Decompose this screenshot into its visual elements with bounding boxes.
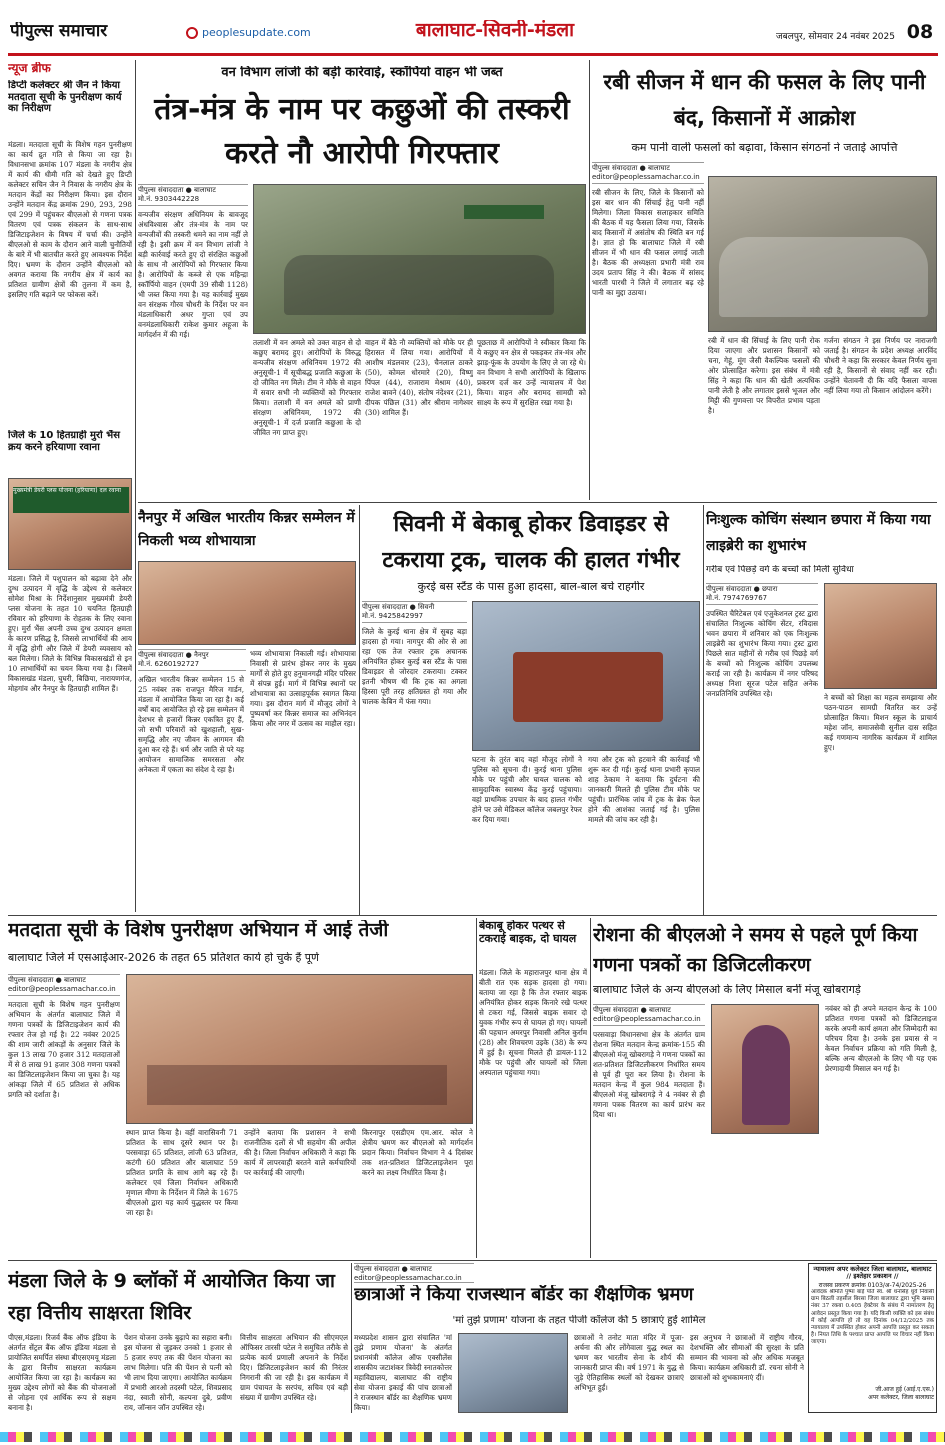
section-rule [8, 915, 937, 916]
rabi-deck: कम पानी वाली फसलों को बढ़ावा, किसान संगठनों ने जताई आपत्ति [631, 142, 898, 154]
notice-subtitle: // इश्तेहार प्रकाशन // [846, 1272, 899, 1281]
masthead-rule [8, 53, 938, 56]
coaching-deck: गरीब एवं पिछड़े वर्ग के बच्चों को मिली सुविधा [706, 565, 854, 575]
rajasthan-col-2: छात्राओं ने तनोट माता मंदिर में पूजा-अर्चना की और लोंगेवाला युद्ध स्थल का भ्रमण कर भारतीय सेना के शौर्य की जानकारी प्राप्त की। वर्ष 1971 के युद्ध से जुड़े ऐतिहासिक स्थलों को देखकर छात्राएं अभिभूत हुईं। [574, 1333, 684, 1392]
blo-portrait [742, 1025, 790, 1125]
kinnar-byline [138, 649, 246, 671]
roshna-email: editor@peoplessamachar.co.in [593, 1015, 701, 1023]
section-rule [138, 502, 937, 503]
rabi-story [592, 60, 937, 500]
roshna-col-2: नवंबर को ही अपने मतदान केन्द्र के 100 प्रतिशत गणना पत्रकों को डिजिटलाइज करके अपनी कार्य क्षमता और जिम्मेदारी का परिचय दिया है। उनके इस प्रयास से न केवल निर्वाचन प्रक्रिया को गति मिली है, बल्कि अन्य बीएलओ के लिए भी यह एक प्रेरणादायी मिसाल बन गई है। [825, 1004, 937, 1073]
mandla-fin-headline: मंडला जिले के 9 ब्लॉकों में आयोजित किया जा रहा वित्तीय साक्षरता शिविर [8, 1270, 335, 1324]
voter-col-1: मतदाता सूची के विशेष गहन पुनरीक्षण अभियान के अंतर्गत बालाघाट जिले में गणना पत्रकों के डिजिटाइजेशन कार्य की रफ्तार तेज हो गई है। 22 नवंबर 2025 की शाम जारी आंकड़ों के अनुसार जिले के कुल 13 लाख 70 हजार 312 मतदाताओं में से 8 लाख 91 हजार 308 गणना पत्रकों का डिजिटलाइजेशन किया जा चुका है। यह आंकड़ा जिले में 65 प्रतिशत से अधिक प्रगति को दर्शाता है। [8, 1000, 120, 1099]
public-notice [808, 1263, 937, 1413]
seoni-photo [472, 601, 700, 751]
kinnar-headline: नैनपुर में अखिल भारतीय किन्नर सम्मेलन में निकली भव्य शोभायात्रा [138, 510, 355, 549]
bike-story [479, 918, 587, 1258]
registration-bar [0, 1432, 945, 1442]
column-rule [590, 918, 591, 1258]
voter-col-4: किरनापुर एसडीएम एम.आर. कोल ने क्षेत्रीय भ्रमण कर बीएलओ को मार्गदर्शन प्रदान किया। निर्वाचन विभाग ने 4 दिसंबर तक शत-प्रतिशत डिजिटलाइजेशन पूरा करने का लक्ष्य निर्धारित किया है। [362, 1128, 473, 1177]
brief-body-1: मंडला। मतदाता सूची के विशेष गहन पुनरीक्षण का कार्य द्रुत गति से किया जा रहा है। विधानसभा क्रमांक 107 मंडला के नगरीय क्षेत्र में कार्य की धीमी गति को देखते हुए डिप्टी कलेक्टर सचिन जैन ने निवास के नगरीय क्षेत्र के मतदान केंद्रों का निरीक्षण किया। इस दौरान उन्होंने मतदान केंद्र क्रमांक 290, 293, 298 एवं 299 में पहुंचकर बीएलओ से गणना पत्रक वितरण एवं पत्रक संकलन के साथ-साथ डिजिटाइजेशन के विषय में चर्चा की। उन्होंने बीएलओ से काम के दौरान आने वाली चुनौतियों के बारे में भी बातचीत करते हुए आवश्यक निर्देश दिए। भ्रमण के दौरान उन्होंने बीएलओ को अवगत कराया कि नगरीय क्षेत्र में कार्य का प्रतिशत ग्रामीण क्षेत्रों की तुलना में कम है, इसलिए गति बढ़ाने पर फोकस करें। [8, 140, 132, 299]
coaching-byline-text: पीपुल्स संवाददाता ● छपारा [706, 585, 778, 593]
brief-headline-2: जिले के 10 हितग्राही मुर्रा भैंस क्रय करने हरियाणा रवाना [8, 430, 120, 453]
notice-title: न्यायालय अपर कलेक्टर जिला बालाघाट, बालाघाट [813, 1265, 932, 1273]
lead-headline: तंत्र-मंत्र के नाम पर कछुओं की तस्करी करते नौ आरोपी गिरफ्तार [154, 92, 570, 171]
section-rule [8, 1260, 937, 1261]
lead-byline-text: पीपुल्स संवाददाता ● बालाघाट [138, 186, 216, 194]
coaching-col-2: ने बच्चों को शिक्षा का महत्व समझाया और पठन-पाठन सामग्री वितरित कर उन्हें प्रोत्साहित किया। मिशन स्कूल के प्राचार्य महेश जॉन, समाजसेवी सुनील दास सहित कई गणमान्य नागरिक कार्यक्रम में शामिल हुए। [824, 693, 937, 752]
brief-body-2: मंडला। जिले में पशुपालन को बढ़ावा देने और दुग्ध उत्पादन में वृद्धि के उद्देश्य से कलेक्टर सोमेश मिश्रा के निर्देशानुसार मुख्यमंत्री डेयरी प्लस योजना के तहत 10 चयनित हितग्राही रविवार को हरियाणा के रोहतक के लिए रवाना हुए। मुर्रा भैंस अपनी उच्च दुग्ध उत्पादन क्षमता के कारण प्रसिद्ध है, जिससे लाभार्थियों की आय में वृद्धि होगी और जिले में डेयरी व्यवसाय को बल मिलेगा। जिले के विभिन्न विकासखंडों से इन 10 लाभार्थियों का चयन किया गया है। जिसमें विकासखंड मंडला, घुघरी, बिछिया, नारायणगंज, मोहगांव और नैनपुर के हितग्राही शामिल हैं। [8, 574, 132, 693]
rajasthan-byline [354, 1263, 474, 1283]
seoni-col-2: घटना के तुरंत बाद वहां मौजूद लोगों ने पुलिस को सूचना दी। कुरई थाना पुलिस मौके पर पहुंची और घायल चालक को सामुदायिक स्वास्थ्य केंद्र कुरई पहुंचाया। वहां प्राथमिक उपचार के बाद हालत गंभीर होने पर उसे मेडिकल कॉलेज जबलपुर रेफर कर दिया गया। [472, 755, 582, 824]
kinnar-col-2: भव्य शोभायात्रा निकाली गई। शोभायात्रा निवासी से प्रारंभ होकर नगर के मुख्य मार्गों से होते हुए हनुमानगढ़ी मंदिर परिसर में संपन्न हुई। मार्ग में विभिन्न स्थानों पर शोभायात्रा का उत्साहपूर्वक स्वागत किया गया। इस दौरान मार्ग में मौजूद लोगों ने पुष्पवर्षा कर किन्नर समाज का अभिनंदन किया और नगर में उत्सव का माहौल रहा। [250, 649, 356, 728]
mandla-fin-story [8, 1263, 348, 1413]
edition-title: बालाघाट-सिवनी-मंडला [415, 20, 575, 41]
coaching-story [706, 505, 937, 915]
column-rule [476, 918, 477, 1258]
coaching-col-1: उपस्थित चैरिटेबल एवं एजुकेशनल ट्रस्ट द्वारा संचालित निःशुल्क कोचिंग सेंटर, रविदास भवन छपारा में शनिवार को एक निःशुल्क लाइब्रेरी का शुभारंभ किया गया। ट्रस्ट द्वारा पिछले सात महीनों से गरीब एवं पिछड़े वर्ग के बच्चों को निःशुल्क कोचिंग उपलब्ध कराई जा रही है। कार्यक्रम में नगर परिषद अध्यक्ष निशा सूरज पटेल सहित अनेक जनप्रतिनिधि उपस्थित रहे। [706, 609, 818, 698]
column-rule [703, 505, 704, 915]
brief-photo-caption: मुख्यमंत्री डेयरी प्लस योजना (हरियाणा) दल रवाना [13, 487, 129, 513]
coaching-photo [824, 583, 937, 689]
roshna-photo [711, 1004, 819, 1134]
voter-story [8, 918, 473, 1258]
coaching-byline [706, 583, 818, 605]
lead-col-1: वन्यजीव संरक्षण अधिनियम के बावजूद अंधविश्वास और तंत्र-मंत्र के नाम पर वन्यजीवों की तस्करी थमने का नाम नहीं ले रही है। इसी क्रम में वन विभाग लांजी ने बड़ी कार्रवाई करते हुए दो संरक्षित कछुओं के साथ नौ आरोपियों को गिरफ्तार किया है। आरोपियों के कब्जे से एक महिन्द्रा स्कॉर्पियो वाहन (एमपी 39 सीबी 1128) भी जब्त किया गया है। यह कार्रवाई मुख्य वन संरक्षक गौरव चौधरी के निर्देश पर वन मंडलाधिकारी अधर गुप्ता एवं उप वनमंडलाधिकारी राकेश कुमार अहूजा के मार्गदर्शन में की गई। [138, 210, 248, 339]
brand-logo: पीपुल्स समाचार [10, 22, 108, 41]
rajasthan-headline: छात्राओं ने किया राजस्थान बॉर्डर का शैक्षणिक भ्रमण [354, 1285, 694, 1305]
lead-col-3: वाहन में बैठे नौ व्यक्तियों को मौके पर ही हिरासत में लिया गया। आरोपियों में आशीष मंडलवार (23), चैनलाल ठाकरे (50), कोमल धोरमारे (20), विष्णु पिंपल (44), राजाराम मेश्राम (40), राजेश बावने (40), संतोष नंदेश्वर (21), दीपक पंछिल (31) और श्रीराम नागेश्वर (30) शामिल हैं। [365, 338, 473, 417]
column-rule [589, 60, 590, 500]
officials-table [147, 1065, 447, 1105]
brief-headline-1: डिप्टी कलेक्टर श्री जैन ने किया मतदाता सूची के पुनरीक्षण कार्य का निरीक्षण [8, 80, 122, 114]
rabi-col-2: रबी में धान की सिंचाई के लिए पानी रोक दिया जाएगा और प्रशासन किसानों को चना, गेहूं, मूंग जैसी वैकल्पिक फसलों की ओर प्रोत्साहित करेगा। इस संबंध में मंत्री सिंह ने कहा कि धान की खेती अत्यधिक पानी लेती है और लगातार इससे भूजल और मिट्टी की गुणवत्ता पर विपरीत प्रभाव पड़ता है। [708, 336, 820, 415]
seoni-headline: सिवनी में बेकाबू होकर डिवाइडर से टकराया ट्रक, चालक की हालत गंभीर [382, 512, 680, 573]
kinnar-col-1: अखिल भारतीय किन्नर सम्मेलन 15 से 25 नवंबर तक राजपूत मैरिज गार्डन, मंडला में आयोजित किया जा रहा है। कई वर्षों बाद आयोजित हो रहे इस सम्मेलन में देशभर से हजारों किन्नर एकत्रित हुए हैं, जो सभी परिवारों को खुशहाली, सुख-समृद्धि और नए जीवन के आगमन की दुआ कर रहे हैं। धर्म और जाति से परे यह आयोजन सामाजिक समरसता और अनेकता में एकता का संदेश दे रहा है। [138, 675, 244, 774]
column-rule [135, 60, 136, 912]
roshna-col-1: परसवाड़ा विधानसभा क्षेत्र के अंतर्गत ग्राम रोशना स्थित मतदान केन्द्र क्रमांक-155 की बीएलओ मंजू खोबरागड़े ने गणना पत्रकों का शत-प्रतिशत डिजिटलीकरण निर्धारित समय से पूर्व ही पूरा कर लिया है। रोशना के मतदान केन्द्र में कुल 984 मतदाता हैं। बीएलओ मंजू खोबरागड़े ने 4 नवंबर से ही गणना पत्रक वितरण का कार्य प्रारंभ कर दिया था। [593, 1030, 705, 1119]
column-rule [351, 1263, 352, 1413]
brief-column [8, 60, 132, 912]
bike-body: मंडला। जिले के महाराजपुर थाना क्षेत्र में बीती रात एक सड़क हादसा हो गया। बताया जा रहा है कि तेज रफ्तार बाइक अनियंत्रित होकर सड़क किनारे रखे पत्थर से टकरा गई, जिससे बाइक सवार दो युवक गंभीर रूप से घायल हो गए। घायलों की पहचान अमरपुर निवासी अनिल कुर्राम (28) और शिवचरण उइके (38) के रूप में हुई है। सूचना मिलते ही डायल-112 मौके पर पहुंची और घायलों को जिला अस्पताल पहुंचाया गया। [479, 968, 587, 1077]
rabi-headline: रबी सीजन में धान की फसल के लिए पानी बंद, किसानों में आक्रोश [603, 70, 926, 130]
lead-story [138, 60, 586, 500]
mandla-fin-col-3: वित्तीय साक्षरता अभियान की सीएमएल ऑफिसर तारसी पटेल ने समुचित तरीके से प्रत्येक कार्य प्रणाली अपनाने के निर्देश दिए। डिजिटलाइजेशन कार्य की निरंतर निगरानी की जा रही है। इस कार्यक्रम में ग्राम पंचायत के सरपंच, सचिव एवं बड़ी संख्या में ग्रामीण उपस्थित रहे। [240, 1333, 348, 1402]
rajasthan-email: editor@peoplessamachar.co.in [354, 1274, 462, 1282]
lead-col-2: तलाशी में वन अमले को उक्त वाहन से दो कछुए बरामद हुए। आरोपियों के विरुद्ध वन्यजीव संरक्षण अधिनियम 1972 की अनुसूची-1 में सूचीबद्ध प्रजाति कछुआ के दो जीवित नग मिले। टीम ने मौके से वाहन में सवार सभी नौ व्यक्तियों को गिरफ्तार किया। तलाशी में वन अमले को प्राणी संरक्षण अधिनियम, 1972 की अनुसूची-1 में दर्ज प्रजाति कछुआ के दो जीवित नग प्राप्त हुए। [253, 338, 361, 437]
forest-office-sign [464, 205, 544, 219]
globe-icon [186, 27, 198, 39]
lead-byline [138, 184, 248, 206]
rabi-email: editor@peoplessamachar.co.in [592, 173, 700, 181]
brief-photo [8, 478, 132, 570]
rajasthan-photo [458, 1333, 568, 1413]
voter-byline-text: पीपुल्स संवाददाता ● बालाघाट [8, 976, 86, 984]
kinnar-photo [138, 561, 356, 645]
seoni-story [362, 505, 700, 915]
farmers-meeting [719, 237, 928, 317]
rabi-photo [708, 176, 937, 332]
lead-mobile: मो.नं. 9303442228 [138, 195, 200, 203]
website-link[interactable]: peoplesupdate.com [202, 26, 311, 39]
voter-byline [8, 974, 120, 996]
notice-sign: जी.आज हुई (आई.ए.एस.) [875, 1385, 934, 1393]
lead-kicker: वन विभाग लांजी की बड़ी कार्रवाई, स्कॉर्पियो वाहन भी जब्त [221, 66, 503, 80]
roshna-byline [593, 1004, 705, 1026]
rajasthan-col-3: इस अनुभव ने छात्राओं में राष्ट्रीय गौरव, देशभक्ति और सीमाओं की सुरक्षा के प्रति सम्मान की भावना को और अधिक मजबूत किया। कार्यक्रम अधिकारी डॉ. रचना सोनी ने छात्राओं को शुभकामनाएं दीं। [690, 1333, 804, 1382]
voter-deck: बालाघाट जिले में एसआईआर-2026 के तहत 65 प्रतिशत कार्य हो चुके हैं पूर्ण [8, 952, 319, 964]
lead-photo [253, 184, 586, 334]
voter-col-3: उन्होंने बताया कि प्रशासन ने सभी राजनीतिक दलों से भी सहयोग की अपील की है। जिला निर्वाचन अधिकारी ने कहा कि कार्य में लापरवाही बरतने वाले कर्मचारियों पर कार्रवाई की जाएगी। [244, 1128, 356, 1177]
seoni-mobile: मो.नं. 9425842997 [362, 612, 424, 620]
roshna-byline-text: पीपुल्स संवाददाता ● बालाघाट [593, 1006, 671, 1014]
coaching-headline: निःशुल्क कोचिंग संस्थान छपारा में किया गया लाइब्रेरी का शुभारंभ [706, 512, 931, 554]
seoni-deck: कुरई बस स्टैंड के पास हुआ हादसा, बाल-बाल बचे राहगीर [417, 581, 645, 593]
rabi-byline [592, 162, 704, 184]
voter-photo [126, 974, 473, 1124]
mandla-fin-col-1: पीएस,मंडला। रिजर्व बैंक ऑफ इंडिया के अंतर्गत सेंट्रल बैंक ऑफ इंडिया मंडला से प्रायोजित समर्पित संस्था बीएसएमयू मंडला के द्वारा वित्तीय साक्षरता कार्यक्रम आयोजित किया जा रहा है। कार्यक्रम का मुख्य उद्देश्य लोगों को बैंक की योजनाओं से जोड़ना एवं आर्थिक रूप से सक्षम बनाना है। [8, 1333, 116, 1412]
officials-group [284, 255, 554, 315]
rajasthan-byline-text: पीपुल्स संवाददाता ● बालाघाट [354, 1265, 432, 1273]
voter-email: editor@peoplessamachar.co.in [8, 985, 116, 993]
roshna-story [593, 918, 937, 1258]
notice-sign-2: अपर कलेक्टर, जिला बालाघाट [868, 1393, 934, 1401]
seoni-byline [362, 601, 467, 623]
rajasthan-story [354, 1263, 804, 1413]
truck-wreck [513, 652, 663, 722]
rajasthan-col-1: मध्यप्रदेश शासन द्वारा संचालित 'मां तुझे प्रणाम योजना' के अंतर्गत प्रधानमंत्री कॉलेज ऑफ एक्सीलेंस शासकीय जटाशंकर त्रिवेदी स्नातकोत्तर महाविद्यालय, बालाघाट की राष्ट्रीय सेवा योजना इकाई की पांच छात्राओं ने राजस्थान बॉर्डर का शैक्षणिक भ्रमण किया। [354, 1333, 452, 1412]
kinnar-mobile: मो.नं. 6260192727 [138, 660, 200, 668]
notice-case: राजस्व प्रकरण क्रमांक 0103/अ-74/2025-26 [818, 1281, 927, 1289]
coaching-mobile: मो.नं. 7974769767 [706, 594, 768, 602]
mandla-fin-col-2: पेंशन योजना उनके बुढ़ापे का सहारा बनी। इस योजना से जुड़कर उनको 1 हजार से 5 हजार रुपए तक की पेंशन योजना का लाभ मिलेगा। पति की पेंशन से पत्नी को भी लाभ दिया जाएगा। आयोजित कार्यक्रम में प्रभारी आरओ तदस्मी पटेल, शिवप्रसाद नंदा, स्वाती सोनी, कल्पना दुबे, प्रवीण राय, जॉन्सन जॉन उपस्थित रहे। [124, 1333, 232, 1412]
page-number: 08 [906, 22, 934, 43]
seoni-byline-text: पीपुल्स संवाददाता ● सिवनी [362, 603, 435, 611]
brief-label: न्यूज ब्रीफ [8, 62, 51, 75]
bike-headline: बेकाबू होकर पत्थर से टकराई बाइक, दो घायल [479, 920, 577, 945]
rajasthan-deck: 'मां तुझे प्रणाम' योजना के तहत पीजी कॉलेज की 5 छात्राएं हुईं शामिल [452, 1315, 706, 1326]
kinnar-byline-text: पीपुल्स संवाददाता ● नैनपुर [138, 651, 209, 659]
lead-col-4: पूछताछ में आरोपियों ने स्वीकार किया कि ये कछुए वन क्षेत्र से पकड़कर तंत्र-मंत्र और झाड़-फूंक के उपयोग के लिए ले जा रहे थे। वन विभाग ने सभी आरोपियों के खिलाफ प्रकरण दर्ज कर उन्हें न्यायालय में पेश किया। वाहन और बरामद सामग्री को साक्ष्य के रूप में सुरक्षित रखा गया है। [477, 338, 586, 407]
seoni-col-1: जिले के कुरई थाना क्षेत्र में सुबह बड़ा हादसा हो गया। नागपुर की ओर से आ रहा एक तेज रफ्तार ट्रक अचानक अनियंत्रित होकर कुरई बस स्टैंड के पास डिवाइडर से जोरदार टकराया। टक्कर इतनी भीषण थी कि ट्रक का अगला हिस्सा पूरी तरह क्षतिग्रस्त हो गया और चालक केबिन में फंस गया। [362, 627, 467, 706]
kinnar-story [138, 505, 356, 915]
dateline: जबलपुर, सोमवार 24 नवंबर 2025 [775, 32, 895, 42]
roshna-deck: बालाघाट जिले के अन्य बीएलओ के लिए मिसाल बनीं मंजू खोबरागड़े [593, 984, 861, 996]
rabi-col-3: गर्जना संगठन ने इस निर्णय पर नाराजगी जताई है। संगठन के प्रदेश अध्यक्ष आरविंद चौधरी ने कहा कि सरकार केवल निर्णय सुना रही है, किसानों से संवाद नहीं कर रही। उन्होंने चेतावनी दी कि यदि फैसला वापस नहीं लिया गया तो किसान आंदोलन करेंगे। [824, 336, 937, 395]
rabi-byline-text: पीपुल्स संवाददाता ● बालाघाट [592, 164, 670, 172]
seoni-col-3: गया और ट्रक को हटवाने की कार्रवाई भी शुरू कर दी गई। कुरई थाना प्रभारी कृपाल शाह ठेकाम ने बताया कि दुर्घटना की जानकारी मिलते ही पुलिस टीम मौके पर पहुंची। प्रारंभिक जांच में ट्रक के ब्रेक फेल होने की आशंका जताई गई है। पुलिस मामले की जांच कर रही है। [588, 755, 700, 824]
rabi-col-1: रबी सीजन के लिए, जिले के किसानों को इस बार धान की सिंचाई हेतु पानी नहीं मिलेगा। जिला विकास सलाहकार समिति की बैठक में यह फैसला लिया गया, जिसके बाद किसानों में असंतोष की स्थिति बन गई है। ज्ञात हो कि बालाघाट जिले में रबी सीजन में भी धान की फसल लगाई जाती है। बैठक की अध्यक्षता प्रभारी मंत्री राव उदय प्रताप सिंह ने की। बैठक में सांसद भारती पारधी ने जिले में लगातार बढ़ रहे पानी का मुद्दा उठाया। [592, 188, 704, 297]
voter-headline: मतदाता सूची के विशेष पुनरीक्षण अभियान में आई तेजी [8, 920, 389, 941]
voter-col-2: स्थान प्राप्त किया है। वहीं वारासिवनी 71 प्रतिशत के साथ दूसरे स्थान पर है। परसवाड़ा 65 प्रतिशत, लांजी 63 प्रतिशत, कटंगी 60 प्रतिशत और बालाघाट 59 प्रतिशत प्रगति के साथ आगे बढ़ रहे हैं। कलेक्टर एवं जिला निर्वाचन अधिकारी मृणाल मीणा के निर्देशन में जिले के 1675 बीएलओ द्वारा यह कार्य युद्धस्तर पर किया जा रहा है। [126, 1128, 238, 1217]
roshna-headline: रोशना की बीएलओ ने समय से पहले पूर्ण किया गणना पत्रकों का डिजिटलीकरण [593, 924, 918, 976]
notice-body: आवेदक श्रीमति पुष्पा बाई पति स्व. श्री धनसिंह धुर्वे निवासी ग्राम बिठली तहसील बिरसा जिला बालाघाट द्वारा भूमि खसरा नंबर 37 रकबा 0.405 हेक्टेयर के संबंध में नामांतरण हेतु आवेदन प्रस्तुत किया गया है। यदि किसी व्यक्ति को इस संबंध में कोई आपत्ति हो तो वह दिनांक 04/12/2025 तक न्यायालय में उपस्थित होकर अपनी आपत्ति प्रस्तुत कर सकता है। नियत तिथि के पश्चात प्राप्त आपत्ति पर विचार नहीं किया जाएगा। [811, 1288, 934, 1346]
column-rule [359, 505, 360, 915]
masthead [0, 0, 945, 58]
